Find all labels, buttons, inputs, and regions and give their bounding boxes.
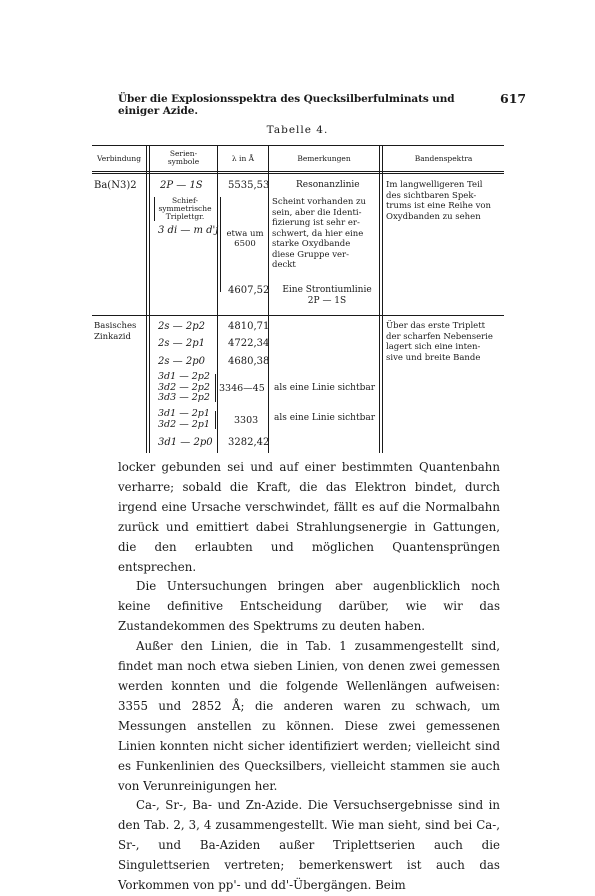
col-rule-4 xyxy=(379,145,380,453)
series-zn-3: 2s — 2p0 xyxy=(158,356,205,367)
header-rule-2 xyxy=(92,173,504,174)
lambda-zn-3: 4680,38 xyxy=(228,356,270,367)
remark-zn-group2: als eine Linie sichtbar xyxy=(274,413,376,423)
header-serien: Serien- symbole xyxy=(167,149,200,166)
header-bemerkungen: Bemerkungen xyxy=(297,154,351,163)
paragraph-3: Außer den Linien, die in Tab. 1 zusammengestellt sind, findet man noch etwa sieben Linien, von denen zwei gemessen werden konnten und die folgende Wellenlängen aufweisen: 3355 und 2852 Å; die anderen waren zu schwach, um Messungen anstellen zu können. Diese zwei gemessenen Linien konnten nicht sicher identifiziert werden; vielleicht sind es Funkenlinien des Quecksilbers, vielleicht stammen sie auch von Verunreinigungen her. xyxy=(118,639,500,793)
col-rule-1b xyxy=(149,145,150,453)
lambda-ba-1: 5535,53 xyxy=(228,180,270,191)
series-ba-2: 3 di — m d'j xyxy=(158,225,219,236)
col-rule-2 xyxy=(217,145,218,453)
brace-ba xyxy=(220,197,221,292)
series-ba-1: 2P — 1S xyxy=(160,180,203,191)
series-zn-group2: 3d1 — 2p1 3d2 — 2p1 xyxy=(158,408,210,430)
page-number: 617 xyxy=(500,91,527,106)
header-rule xyxy=(92,171,504,172)
paragraph-2: Die Untersuchungen bringen aber augenblicklich noch keine definitive Entscheidung darüber, wie wir das Zustandekommen des Spektrums zu deuten haben. xyxy=(118,579,500,634)
bracket-label-ba: Schief- symmetrische Triplettgr. xyxy=(154,197,215,221)
paragraph-4: Ca-, Sr-, Ba- und Zn-Azide. Die Versuchsergebnisse sind in den Tab. 2, 3, 4 zusammengestellt. Wie man sieht, sind bei Ca-, Sr-, und Ba-Aziden außer Triplettserien auch die Singulettserien vertreten; bemerkenswert ist auch das Vorkommen von pp'- und dd'-Übergängen. Beim xyxy=(118,798,500,893)
table-top-rule xyxy=(92,145,504,146)
col-rule-1 xyxy=(146,145,147,453)
lambda-zn-group2: 3303 xyxy=(234,415,259,426)
bands-ba: Im langwelligeren Teil des sichtbaren Spek- trums ist eine Reihe von Oxydbanden zu sehen xyxy=(386,180,491,222)
series-zn-group1: 3d1 — 2p2 3d2 — 2p2 3d3 — 2p2 xyxy=(158,371,210,403)
lambda-ba-2: 4607,52 xyxy=(228,285,270,296)
series-zn-2: 2s — 2p1 xyxy=(158,338,205,349)
brace-zn-1 xyxy=(215,374,216,402)
remark-zn-group1: als eine Linie sichtbar xyxy=(274,383,376,393)
remark-ba-1: Resonanzlinie xyxy=(296,180,360,190)
paragraph-1: locker gebunden sei und auf einer bestimmten Quantenbahn verharre; sobald die Kraft, die das Elektron bindet, durch irgend eine Ursache verschwindet, fällt es auf die Normalbahn zurück und emittiert dabei Strahlungsenergie in Gattungen, die den erlaubten und möglichen Quantensprüngen entsprechen. xyxy=(118,460,500,574)
bands-zn: Über das erste Triplett der scharfen Nebenserie lagert sich eine inten- sive und breite Bande xyxy=(386,321,493,363)
running-title: Über die Explosionsspektra des Quecksilberfulminats und einiger Azide. xyxy=(118,93,455,117)
row-divider xyxy=(92,315,504,316)
table-caption: Tabelle 4. xyxy=(266,124,329,136)
remark-ba-block: Scheint vorhanden zu sein, aber die Identi- fizierung ist sehr er- schwert, da hier eine starke Oxydbande diese Gruppe ver- deckt xyxy=(272,197,366,270)
col-rule-3 xyxy=(268,145,269,453)
remark-ba-2: Eine Strontiumlinie 2P — 1S xyxy=(282,285,372,306)
lambda-zn-1: 4810,71 xyxy=(228,321,270,332)
series-zn-1: 2s — 2p2 xyxy=(158,321,205,332)
body-text xyxy=(118,458,500,896)
compound-zn: Basisches Zinkazid xyxy=(94,321,137,342)
lambda-zn-group1: 3346—45 xyxy=(219,383,265,394)
header-lambda: λ in Å xyxy=(231,154,255,163)
compound-ba: Ba(N3)2 xyxy=(94,180,137,191)
brace-zn-2 xyxy=(215,411,216,429)
header-verbindung: Verbindung xyxy=(96,154,142,163)
lambda-zn-last: 3282,42 xyxy=(228,437,270,448)
header-banden: Bandenspektra xyxy=(414,154,473,163)
series-zn-last: 3d1 — 2p0 xyxy=(158,437,213,448)
col-rule-4b xyxy=(382,145,383,453)
lambda-zn-2: 4722,34 xyxy=(228,338,270,349)
spectra-table xyxy=(92,145,504,453)
lambda-ba-mid: etwa um 6500 xyxy=(226,229,264,249)
